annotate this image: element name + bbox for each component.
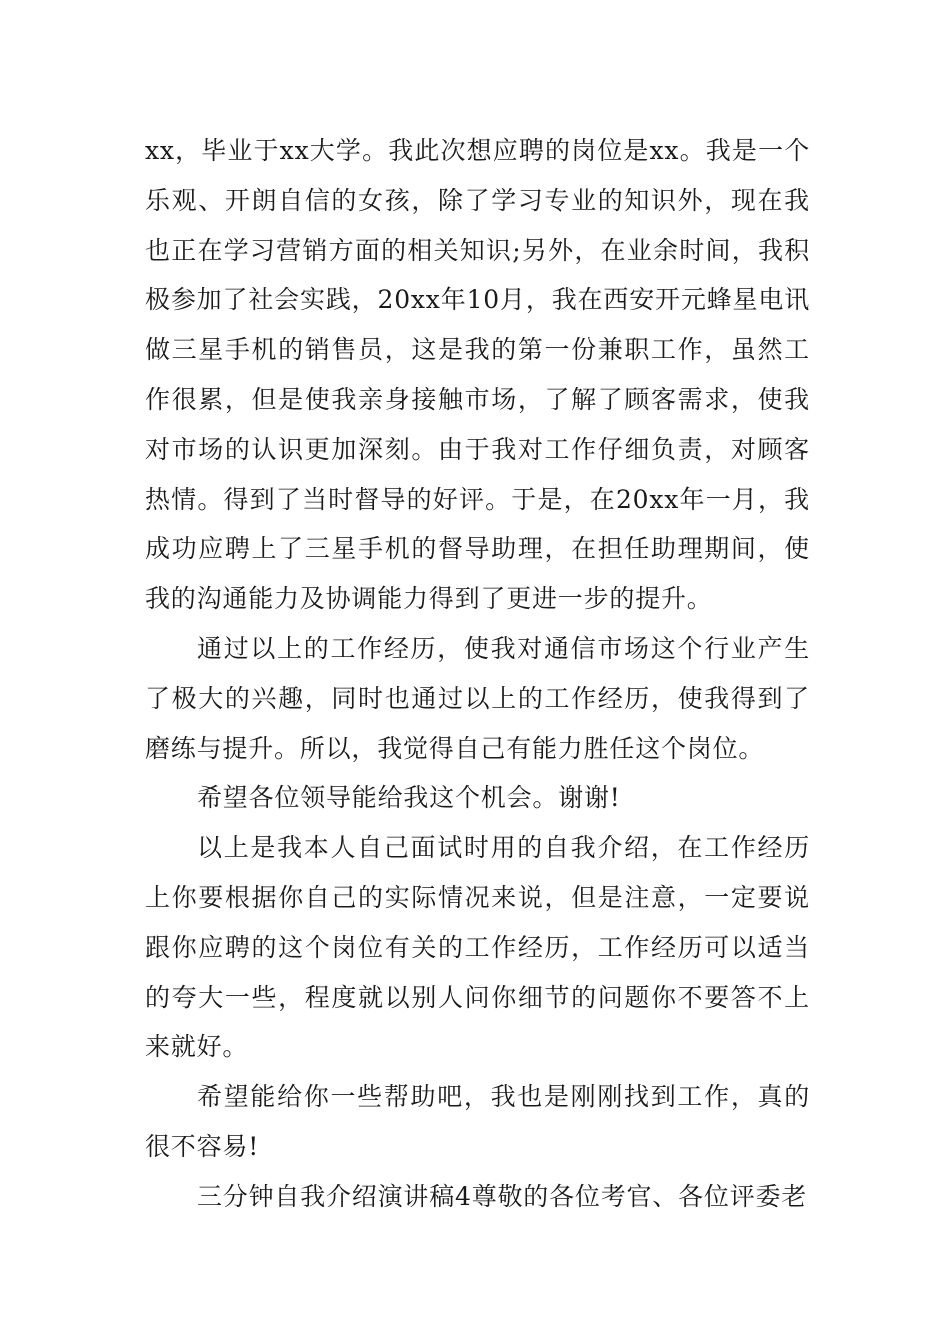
paragraph-3: 希望各位领导能给我这个机会。谢谢!	[197, 783, 621, 813]
paragraph-1: xx，毕业于xx大学。我此次想应聘的岗位是xx。我是一个乐观、开朗自信的女孩，除了学习专业的知识外，现在我也正在学习营销方面的相关知识;另外，在业余时间，我积极参加了社会实践，20xx年10月，我在西安开元蜂星电讯做三星手机的销售员，这是我的第一份兼职工作，虽然工作很累，但是使我亲身接触市场，了解了顾客需求，使我对市场的认识更加深刻。由于我对工作仔细负责，对顾客热情。得到了当时督导的好评。于是，在20xx年一月，我成功应聘上了三星手机的督导助理，在担任助理期间，使我的沟通能力及协调能力得到了更进一步的提升。	[145, 136, 810, 614]
paragraph-6: 三分钟自我介绍演讲稿4尊敬的各位考官、各位评委老	[197, 1181, 808, 1211]
document-body	[145, 126, 810, 1222]
paragraph-5: 希望能给你一些帮助吧，我也是刚刚找到工作，真的很不容易!	[145, 1082, 810, 1161]
paragraph-2: 通过以上的工作经历，使我对通信市场这个行业产生了极大的兴趣，同时也通过以上的工作经历，使我得到了磨练与提升。所以，我觉得自己有能力胜任这个岗位。	[145, 633, 810, 763]
paragraph-4: 以上是我本人自己面试时用的自我介绍，在工作经历上你要根据你自己的实际情况来说，但是注意，一定要说跟你应聘的这个岗位有关的工作经历，工作经历可以适当的夸大一些，程度就以别人问你细节的问题你不要答不上来就好。	[145, 833, 810, 1062]
